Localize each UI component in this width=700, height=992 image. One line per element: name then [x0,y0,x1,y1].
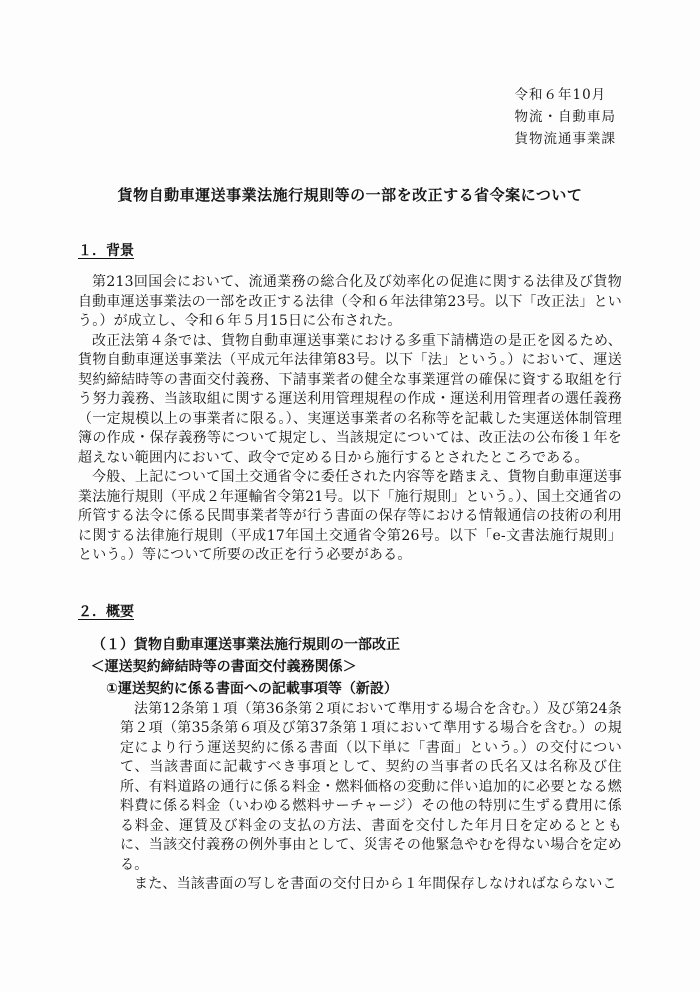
header-division: 貨物流通事業課 [514,131,616,147]
section-background [78,241,622,566]
background-heading: １．背景 [78,243,134,259]
clause1-paragraph-1: 法第12条第１項（第36条第２項において準用する場合を含む。）及び第24条第２項（第35条第６項及び第37条第１項において準用する場合を含む。）の規定により行う運送契約に係る書面（以下単に「書面」という。）の交付について、当該書面に記載すべき事項として、契約の当事者の氏名又は名称及び住所、有料道路の通行に係る料金・燃料価格の変動に伴い追加的に必要となる燃料費に係る料金（いわゆる燃料サーチャージ）その他の特別に生ずる費用に係る料金、運賃及び料金の支払の方法、書面を交付した年月日を定めるとともに、当該交付義務の例外事由として、災害その他緊急やむを得ない場合を定める。 [120,700,622,873]
background-paragraph-1: 第213回国会において、流通業務の総合化及び効率化の促進に関する法律及び貨物自動車運送事業法の一部を改正する法律（令和６年法律第23号。以下「改正法」という。）が成立し、令和６年５月15日に公布された。 [78,274,622,329]
document-header [515,84,617,150]
document-title: 貨物自動車運送事業法施行規則等の一部を改正する省令案について [117,186,583,204]
overview-clause1-heading: ①運送契約に係る書面への記載事項等（新設） [106,680,398,697]
background-paragraph-3: 今般、上記について国土交通省令に委任された内容等を踏まえ、貨物自動車運送事業法施行規則（平成２年運輸省令第21号。以下「施行規則」という。）、国土交通省の所管する法令に係る民間事業者等が行う書面の保存等における情報通信の技術の利用に関する法律施行規則（平成17年国土交通省令第26号。以下「e-文書法施行規則」という。）等について所要の改正を行う必要がある。 [78,469,622,563]
header-date: 令和６年10月 [514,87,607,103]
section-overview [78,602,622,895]
overview-item1-heading: （１）貨物自動車運送事業法施行規則の一部改正 [92,636,400,653]
overview-subheading: ＜運送契約締結時等の書面交付義務関係＞ [90,658,357,675]
overview-heading: ２．概要 [78,603,134,620]
background-paragraph-2: 改正法第４条では、貨物自動車運送事業における多重下請構造の是正を図るため、貨物自動車運送事業法（平成元年法律第83号。以下「法」という。）において、運送契約締結時等の書面交付義務、下請事業者の健全な事業運営の確保に資する取組を行う努力義務、当該取組に関する運送利用管理規程の作成・運送利用管理者の選任義務（一定規模以上の事業者に限る。）、実運送事業者の名称等を記載した実運送体制管理簿の作成・保存義務等について規定し、当該規定については、改正法の公布後１年を超えない範囲内において、政令で定める日から施行するとされたところである。 [78,332,622,466]
header-bureau: 物流・自動車局 [514,109,616,125]
clause1-paragraph-2: また、当該書面の写しを書面の交付日から１年間保存しなければならないこ [134,876,617,892]
